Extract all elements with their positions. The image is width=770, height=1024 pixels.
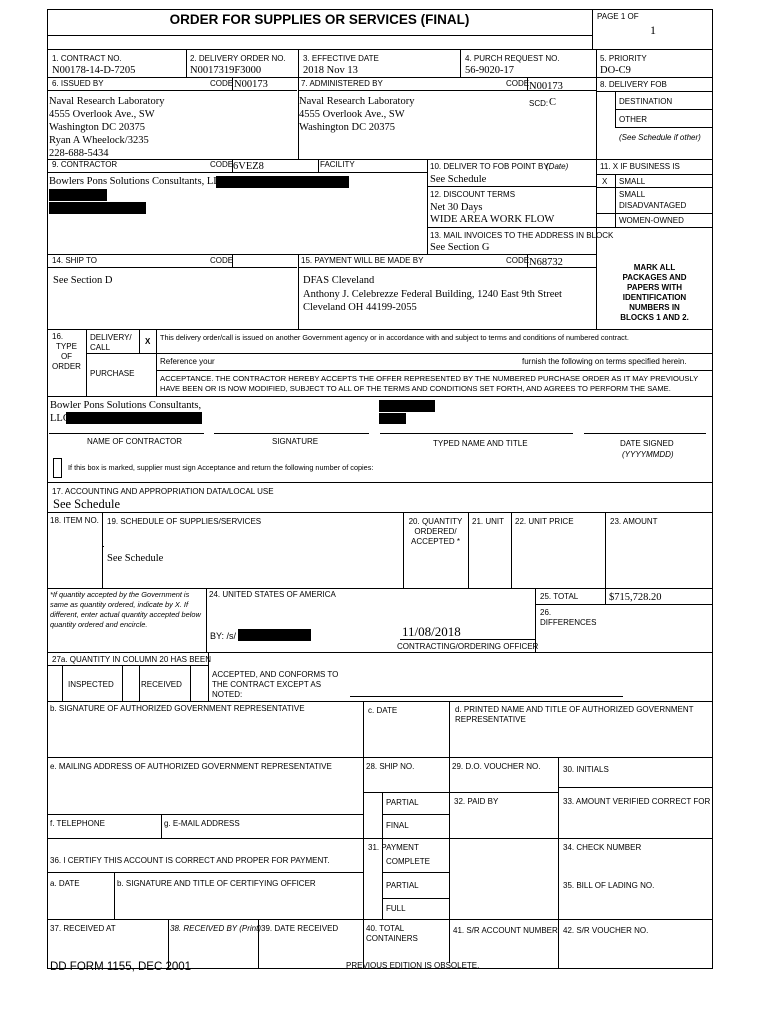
paid-by-label: 32. PAID BY xyxy=(454,797,499,806)
business-small: SMALL xyxy=(619,177,646,186)
redaction xyxy=(49,189,107,201)
rule xyxy=(47,49,713,50)
rule xyxy=(49,433,204,434)
purch-request-no: 56-9020-17 xyxy=(465,65,514,76)
rule xyxy=(382,814,449,815)
rule xyxy=(86,353,713,354)
rule xyxy=(615,127,713,128)
scd-label: SCD: xyxy=(529,99,549,108)
partial-label: PARTIAL xyxy=(386,798,419,807)
delivery-call-text: This delivery order/call is issued on another Government agency or in accordance with and subject to terms and conditions of numbered contract. xyxy=(160,333,629,342)
rule xyxy=(156,329,157,396)
email-label: g. E-MAIL ADDRESS xyxy=(164,819,240,828)
rule xyxy=(47,482,713,483)
delivery-order-no: N0017319F3000 xyxy=(190,65,262,76)
rule xyxy=(47,254,596,255)
by-label: BY: /s/ xyxy=(210,631,237,641)
rule xyxy=(47,701,713,702)
rule xyxy=(47,329,713,330)
issued-by-line: 4555 Overlook Ave., SW xyxy=(49,109,155,120)
rule xyxy=(584,433,706,434)
accepted-label: ACCEPTED, AND CONFORMS TO xyxy=(212,670,339,679)
fob-other: OTHER xyxy=(619,115,647,124)
rule xyxy=(298,254,299,329)
rule xyxy=(511,512,512,588)
accounting-value: See Schedule xyxy=(53,497,120,511)
final-label: FINAL xyxy=(386,821,409,830)
issued-by-line: Washington DC 20375 xyxy=(49,122,145,133)
rule xyxy=(47,396,713,397)
page-count: 1 xyxy=(650,23,656,37)
rule xyxy=(605,512,606,588)
contract-no: N00178-14-D-7205 xyxy=(52,65,136,76)
payment-code: N68732 xyxy=(529,257,563,268)
rule xyxy=(596,227,713,228)
total-label: 25. TOTAL xyxy=(540,592,579,601)
frame-top xyxy=(47,9,713,10)
contractor-sig-name: Bowler Pons Solutions Consultants, xyxy=(50,400,202,411)
rule xyxy=(47,77,713,78)
administered-by-line: 4555 Overlook Ave., SW xyxy=(299,109,405,120)
frame-left xyxy=(47,9,48,969)
qty-note: different, enter actual quantity accepted below xyxy=(50,610,201,619)
rule xyxy=(86,329,87,396)
redaction xyxy=(66,412,202,424)
rule xyxy=(605,588,606,605)
amount-verified-label: 33. AMOUNT VERIFIED CORRECT FOR xyxy=(563,797,711,806)
administered-by-label: 7. ADMINISTERED BY xyxy=(301,79,383,88)
effective-date-label: 3. EFFECTIVE DATE xyxy=(303,54,379,63)
rule xyxy=(47,665,208,666)
rule xyxy=(468,512,469,588)
business-small-dis: DISADVANTAGED xyxy=(619,201,687,210)
administered-by-code: N00173 xyxy=(529,81,563,92)
payment-label: 15. PAYMENT WILL BE MADE BY xyxy=(301,256,424,265)
delivery-order-label: 2. DELIVERY ORDER NO. xyxy=(190,54,286,63)
ship-to-code-label: CODE xyxy=(210,256,234,265)
quantity-label: 20. QUANTITY xyxy=(408,517,463,526)
payment-31-label: 31. PAYMENT xyxy=(368,843,419,852)
date-received-label: 39. DATE RECEIVED xyxy=(261,924,339,933)
rule xyxy=(382,872,449,873)
rule xyxy=(558,787,713,788)
total-containers-label: 40. TOTAL xyxy=(366,924,405,933)
rule xyxy=(596,187,713,188)
rule xyxy=(558,757,559,968)
rule xyxy=(47,512,713,513)
quantity-label: ORDERED/ xyxy=(414,527,457,536)
certify-date-label: a. DATE xyxy=(50,879,80,888)
delivery-call-mark: X xyxy=(145,337,151,346)
rule xyxy=(47,814,363,815)
contractor-code-label: CODE xyxy=(210,160,234,169)
fob-destination: DESTINATION xyxy=(619,97,673,106)
rule xyxy=(122,665,123,702)
rule xyxy=(615,174,616,227)
administered-by-line: Washington DC 20375 xyxy=(299,122,395,133)
check-number-label: 34. CHECK NUMBER xyxy=(563,843,642,852)
inspected-label: INSPECTED xyxy=(68,680,114,689)
discount-line: WIDE AREA WORK FLOW xyxy=(430,214,555,225)
ship-to-value: See Section D xyxy=(53,275,113,286)
rule xyxy=(363,701,364,757)
rule xyxy=(449,701,450,757)
fob-note: (See Schedule if other) xyxy=(619,133,701,142)
discount-label: 12. DISCOUNT TERMS xyxy=(430,190,516,199)
redaction xyxy=(379,400,435,412)
rule xyxy=(47,872,363,873)
differences-label: DIFFERENCES xyxy=(540,618,597,627)
mark-all-line: IDENTIFICATION xyxy=(622,293,687,302)
rule xyxy=(427,227,596,228)
rule xyxy=(318,159,319,173)
frame-right xyxy=(712,9,713,969)
schedule-value: See Schedule xyxy=(107,553,164,564)
rule xyxy=(139,329,140,353)
issued-by-line: Ryan A Wheelock/3235 xyxy=(49,135,149,146)
priority: DO-C9 xyxy=(600,65,631,76)
rule xyxy=(382,792,383,919)
contractor-name: Bowlers Pons Solutions Consultants, LLC xyxy=(49,176,227,187)
priority-label: 5. PRIORITY xyxy=(600,54,647,63)
rule xyxy=(47,652,713,653)
rule xyxy=(382,898,449,899)
date-format-label: (YYYYMMDD) xyxy=(622,450,674,459)
rule xyxy=(47,588,713,589)
item-no-label: 18. ITEM NO. xyxy=(50,516,99,525)
differences-label: 26. xyxy=(540,608,552,617)
rule xyxy=(190,665,191,702)
furnish-text: furnish the following on terms specified herein. xyxy=(522,357,687,366)
delivery-call-label: DELIVERY/ xyxy=(90,333,132,342)
type-order-label: 16. xyxy=(52,332,64,341)
previous-edition-note: PREVIOUS EDITION IS OBSOLETE. xyxy=(346,961,480,970)
rule xyxy=(350,696,623,697)
form-number: DD FORM 1155, DEC 2001 xyxy=(50,961,192,973)
accepted-label: NOTED: xyxy=(212,690,243,699)
rule xyxy=(596,213,713,214)
payment-complete: COMPLETE xyxy=(386,857,431,866)
administered-by-line: Naval Research Laboratory xyxy=(299,96,415,107)
rule xyxy=(47,838,363,839)
rule xyxy=(400,639,535,640)
deliver-by-value: See Schedule xyxy=(430,174,487,185)
type-order-label: ORDER xyxy=(52,362,81,371)
copies-checkbox[interactable] xyxy=(53,458,62,478)
mark-all-line: BLOCKS 1 AND 2. xyxy=(620,313,689,322)
gov-rep-name-label: d. PRINTED NAME AND TITLE OF AUTHORIZED GOVERNMENT xyxy=(455,705,694,714)
ship-to-label: 14. SHIP TO xyxy=(52,256,97,265)
payment-full: FULL xyxy=(386,904,406,913)
rule xyxy=(47,267,297,268)
rule xyxy=(596,91,713,92)
payment-line: Anthony J. Celebrezze Federal Building, 1240 East 9th Street xyxy=(303,289,562,300)
rule xyxy=(102,546,104,547)
payment-line: Cleveland OH 44199-2055 xyxy=(303,302,417,313)
rule xyxy=(47,35,592,36)
received-at-label: 37. RECEIVED AT xyxy=(50,924,116,933)
contractor-label: 9. CONTRACTOR xyxy=(52,160,118,169)
quantity-col20-label: 27a. QUANTITY IN COLUMN 20 HAS BEEN xyxy=(52,655,212,664)
certifying-officer-label: b. SIGNATURE AND TITLE OF CERTIFYING OFFICER xyxy=(117,879,316,888)
rule xyxy=(380,433,573,434)
rule xyxy=(449,757,450,963)
rule xyxy=(114,872,115,919)
received-label: RECEIVED xyxy=(141,680,182,689)
issued-by-code-label: CODE xyxy=(210,79,234,88)
voucher-no-label: 29. D.O. VOUCHER NO. xyxy=(452,762,541,771)
business-women: WOMEN-OWNED xyxy=(619,216,684,225)
rule xyxy=(62,665,63,702)
rule xyxy=(592,9,593,49)
officer-date: 11/08/2018 xyxy=(402,624,461,639)
mail-invoices-value: See Section G xyxy=(430,242,490,253)
usa-label: 24. UNITED STATES OF AMERICA xyxy=(209,590,336,599)
mark-all-line: PAPERS WITH xyxy=(627,283,682,292)
delivery-fob-label: 8. DELIVERY FOB xyxy=(600,80,667,89)
date-signed-label: DATE SIGNED xyxy=(620,439,674,448)
rule xyxy=(615,91,616,128)
rule xyxy=(615,109,713,110)
received-by-label: 38. RECEIVED BY (Print) xyxy=(170,924,261,933)
rule xyxy=(161,814,162,838)
total-value: $715,728.20 xyxy=(609,592,662,603)
qty-note: quantity ordered and encircle. xyxy=(50,620,148,629)
rule xyxy=(535,604,713,605)
amount-label: 23. AMOUNT xyxy=(610,517,658,526)
typed-name-label: TYPED NAME AND TITLE xyxy=(433,439,528,448)
rule xyxy=(363,838,713,839)
acceptance-text: HAVE BEEN OR IS NOW MODIFIED, SUBJECT TO ALL OF THE TERMS AND CONDITIONS SET FORTH, AND AGREES TO PERFORM THE SAME. xyxy=(160,384,671,393)
discount-line: Net 30 Days xyxy=(430,202,483,213)
contractor-code: 6VEZ8 xyxy=(233,161,264,172)
ship-no-label: 28. SHIP NO. xyxy=(366,762,415,771)
issued-by-line: 228-688-5434 xyxy=(49,148,109,159)
quantity-label: ACCEPTED * xyxy=(411,537,460,546)
rule xyxy=(139,665,140,702)
delivery-call-label: CALL xyxy=(90,343,111,352)
payment-partial: PARTIAL xyxy=(386,881,419,890)
rule xyxy=(427,186,596,187)
certify-label: 36. I CERTIFY THIS ACCOUNT IS CORRECT AND PROPER FOR PAYMENT. xyxy=(50,856,330,865)
effective-date: 2018 Nov 13 xyxy=(303,65,358,76)
rule xyxy=(460,49,461,77)
sr-voucher-label: 42. S/R VOUCHER NO. xyxy=(563,926,649,935)
type-order-label: TYPE xyxy=(56,342,77,351)
sr-account-label: 41. S/R ACCOUNT NUMBER xyxy=(453,926,558,935)
qty-note: *If quantity accepted by the Government is xyxy=(50,590,190,599)
form-title: ORDER FOR SUPPLIES OR SERVICES (FINAL) xyxy=(169,12,470,27)
small-mark: X xyxy=(602,177,608,186)
payment-line: DFAS Cleveland xyxy=(303,275,375,286)
issued-by-code: N00173 xyxy=(234,79,268,90)
page-label: PAGE 1 OF xyxy=(597,12,639,21)
payment-code-label: CODE xyxy=(506,256,530,265)
mailing-address-label: e. MAILING ADDRESS OF AUTHORIZED GOVERNMENT REPRESENTATIVE xyxy=(50,762,332,771)
type-order-label: OF xyxy=(60,352,73,361)
telephone-label: f. TELEPHONE xyxy=(50,819,105,828)
bill-of-lading-label: 35. BILL OF LADING NO. xyxy=(563,881,655,890)
redaction xyxy=(238,629,311,641)
mark-all-line: PACKAGES AND xyxy=(622,273,687,282)
rule xyxy=(363,792,558,793)
rule xyxy=(596,174,713,175)
copies-text: If this box is marked, supplier must sign Acceptance and return the following number of copies: xyxy=(68,463,374,472)
mark-all-line: MARK ALL xyxy=(633,263,676,272)
purch-request-label: 4. PURCH REQUEST NO. xyxy=(465,54,560,63)
acceptance-text: ACCEPTANCE. THE CONTRACTOR HEREBY ACCEPTS THE OFFER REPRESENTED BY THE NUMBERED PURCHASE ORDER AS IT MAY PREVIOUSLY xyxy=(160,374,699,383)
redaction xyxy=(379,413,406,424)
rule xyxy=(47,919,713,920)
issued-by-label: 6. ISSUED BY xyxy=(52,79,104,88)
purchase-label: PURCHASE xyxy=(90,369,135,378)
initials-label: 30. INITIALS xyxy=(563,765,609,774)
gov-rep-signature-label: b. SIGNATURE OF AUTHORIZED GOVERNMENT REPRESENTATIVE xyxy=(50,704,305,713)
administered-by-code-label: CODE xyxy=(506,79,530,88)
rule xyxy=(186,49,187,77)
gov-rep-name-label: REPRESENTATIVE xyxy=(455,715,526,724)
unit-price-label: 22. UNIT PRICE xyxy=(515,517,574,526)
issued-by-line: Naval Research Laboratory xyxy=(49,96,165,107)
officer-label: CONTRACTING/ORDERING OFFICER xyxy=(397,642,539,651)
mark-all-line: NUMBERS IN xyxy=(629,303,680,312)
signature-label: SIGNATURE xyxy=(272,437,319,446)
name-of-contractor-label: NAME OF CONTRACTOR xyxy=(87,437,182,446)
contract-no-label: 1. CONTRACT NO. xyxy=(52,54,122,63)
accounting-label: 17. ACCOUNTING AND APPROPRIATION DATA/LOCAL USE xyxy=(52,487,274,496)
scd-value: C xyxy=(549,97,557,108)
rule xyxy=(427,159,428,254)
deliver-by-label: 10. DELIVER TO FOB POINT BY xyxy=(430,162,549,171)
rule xyxy=(206,588,207,652)
contractor-sig-name: LLC xyxy=(50,413,70,424)
redaction xyxy=(49,202,146,214)
deliver-by-date-label: (Date) xyxy=(546,162,569,171)
unit-label: 21. UNIT xyxy=(472,517,505,526)
rule xyxy=(47,757,713,758)
rule xyxy=(156,370,713,371)
gov-rep-date-label: c. DATE xyxy=(368,706,398,715)
redaction xyxy=(216,176,349,188)
rule xyxy=(214,433,369,434)
reference-text: Reference your xyxy=(160,357,215,366)
qty-note: same as quantity ordered, indicate by X. If xyxy=(50,600,189,609)
rule xyxy=(47,159,713,160)
mail-invoices-label: 13. MAIL INVOICES TO THE ADDRESS IN BLOCK xyxy=(430,231,614,240)
facility-label: FACILITY xyxy=(320,160,355,169)
accepted-label: THE CONTRACT EXCEPT AS xyxy=(212,680,322,689)
schedule-label: 19. SCHEDULE OF SUPPLIES/SERVICES xyxy=(107,517,262,526)
business-small-dis: SMALL xyxy=(619,190,646,199)
rule xyxy=(102,512,103,588)
total-containers-label: CONTAINERS xyxy=(366,934,418,943)
business-label: 11. X IF BUSINESS IS xyxy=(600,162,680,171)
